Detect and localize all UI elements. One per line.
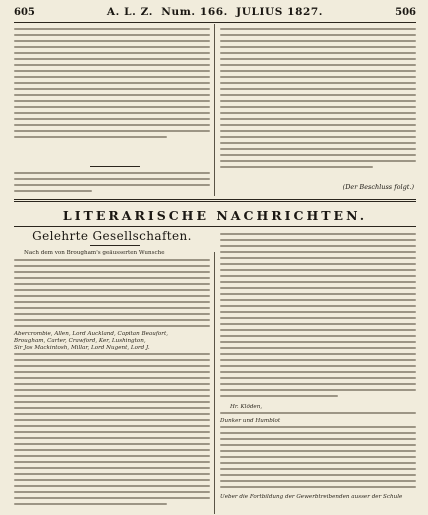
author-name bbox=[230, 404, 262, 410]
publisher-names bbox=[220, 418, 280, 424]
book-title-reference bbox=[220, 494, 416, 501]
lower-right-column-text-a bbox=[220, 233, 416, 401]
upper-right-column-text bbox=[220, 28, 416, 172]
section-heading: LITERARISCHE NACHRICHTEN. bbox=[62, 208, 368, 223]
subsection-heading: Gelehrte Gesellschaften. bbox=[32, 229, 192, 243]
page-number-left: 605 bbox=[14, 7, 35, 18]
section-rule-bottom bbox=[14, 226, 416, 227]
author-name-text: Hr. Klöden, bbox=[230, 404, 263, 410]
column-end-rule bbox=[90, 166, 140, 167]
lower-right-column-text-c bbox=[220, 426, 416, 492]
column-divider-lower bbox=[214, 252, 215, 514]
names-line-1: Abercrombie, Allen, Lord Auckland, Capitan Beaufort, bbox=[14, 331, 168, 337]
names-line-3: Sir Jos Mackintosh, Millar, Lord Nugent, Lord J. bbox=[14, 345, 150, 351]
journal-title: A. L. Z. bbox=[106, 6, 153, 18]
upper-left-column-tail bbox=[14, 172, 210, 196]
header-rule bbox=[14, 22, 416, 23]
article-opening: Nach dem von Brougham's geäusserten Wunsche bbox=[24, 250, 165, 256]
lower-left-column-text-a bbox=[14, 259, 210, 331]
journal-header bbox=[107, 6, 323, 18]
continuation-note: (Der Beschluss folgt.) bbox=[342, 183, 414, 191]
issue-date: JULIUS 1827. bbox=[236, 6, 324, 18]
section-rule-top bbox=[14, 199, 416, 200]
section-rule-top-double bbox=[14, 201, 416, 202]
column-divider bbox=[214, 24, 215, 196]
upper-left-column-text bbox=[14, 28, 210, 142]
subsection-rule bbox=[90, 245, 140, 246]
lower-left-column-text-b bbox=[14, 353, 210, 509]
issue-number: Num. 166. bbox=[161, 6, 228, 18]
publisher-names-text: Dunker und Humblot bbox=[220, 418, 281, 424]
page-number-right: 506 bbox=[395, 7, 416, 18]
names-line-2: Brougham, Carter, Crawford, Ker, Lushington, bbox=[14, 338, 146, 344]
book-title-text: Ueber die Fortbildung der Gewerbtreibenden ausser der Schule bbox=[220, 494, 403, 500]
